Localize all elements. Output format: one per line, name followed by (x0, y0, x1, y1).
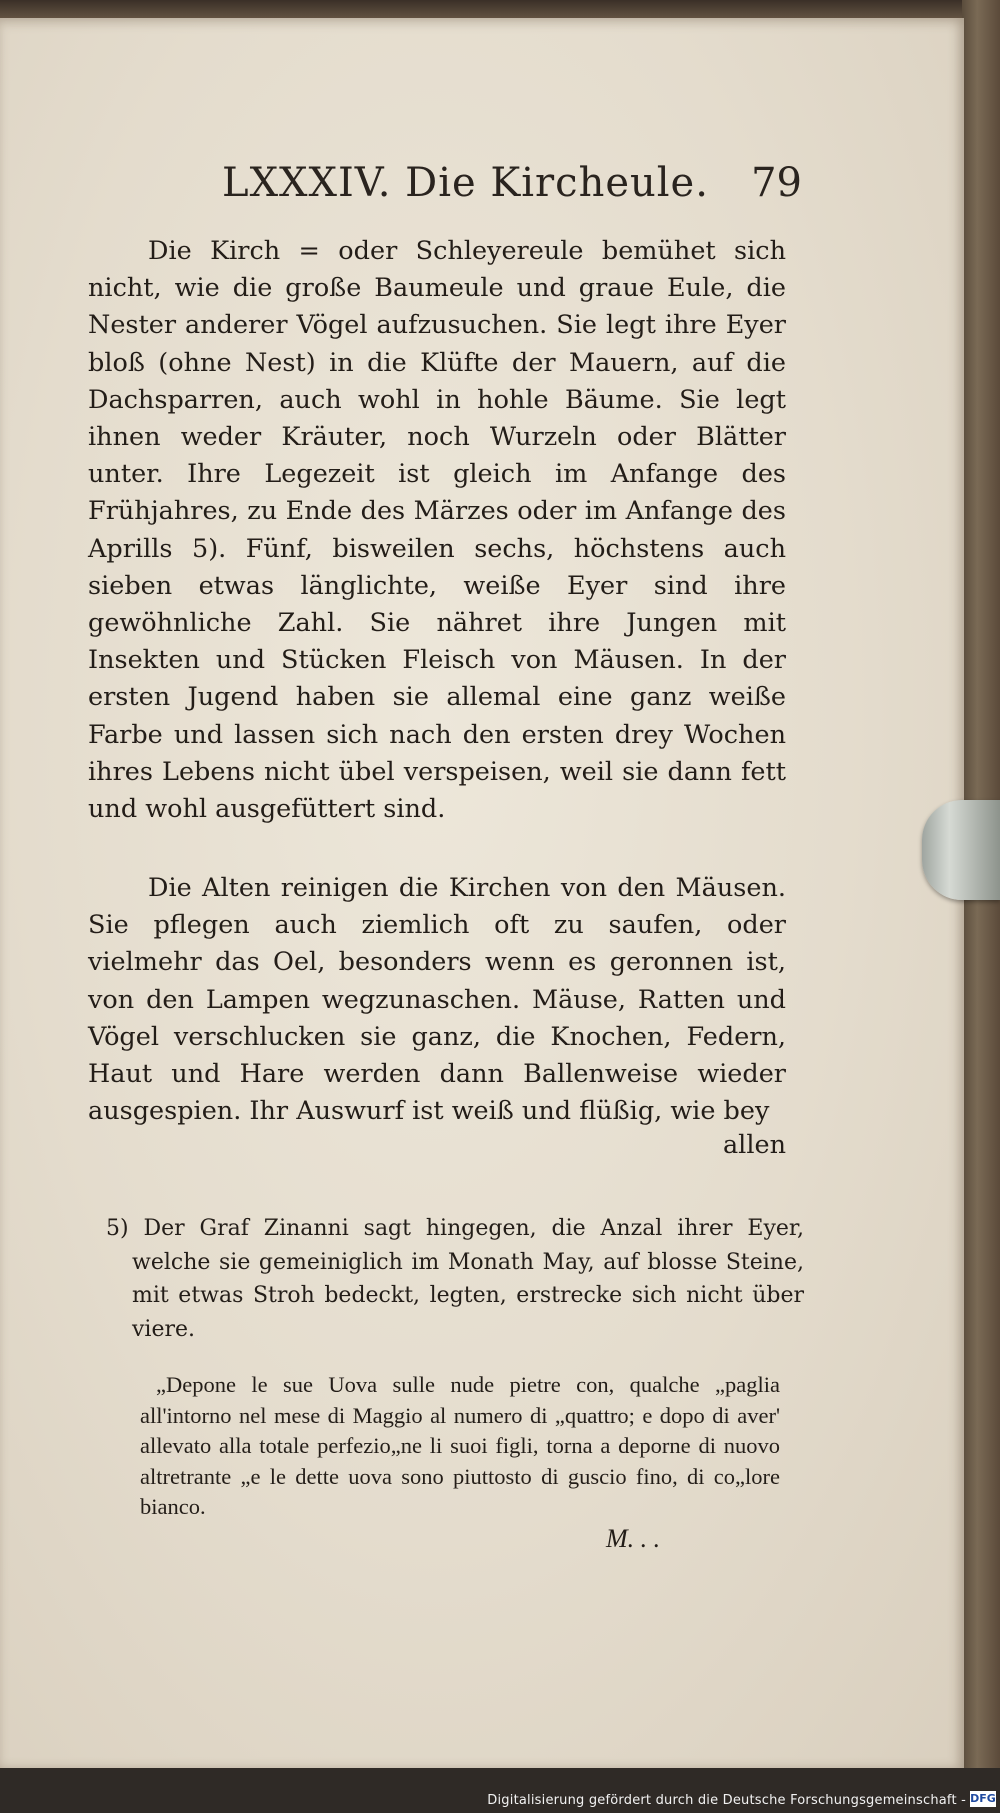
body-paragraph-1: Die Kirch = oder Schleyereule bemühet sich nicht, wie die große Baumeule und graue Eule, die Nester anderer Vögel aufzusuchen. Sie legt ihre Eyer bloß (ohne Nest) in die Klüfte der Mauern, auf die Dachsparren, auch wohl in hohle Bäume. Sie legt ihnen weder Kräuter, noch Wurzeln oder Blätter unter. Ihre Legezeit ist gleich im Anfange des Frühjahres, zu Ende des Märzes oder im Anfange des Aprills 5). Fünf, bisweilen sechs, höchstens auch sieben etwas länglichte, weiße Eyer sind ihre gewöhnliche Zahl. Sie nähret ihre Jungen mit Insekten und Stücken Fleisch von Mäusen. In der ersten Jugend haben sie allemal eine ganz weiße Farbe und lassen sich nach den ersten drey Wochen ihres Lebens nicht übel verspeisen, weil sie dann fett und wohl ausgefüttert sind. (88, 236, 786, 825)
footer-credit: Digitalisierung gefördert durch die Deutsche Forschungsgemeinschaft - (487, 1793, 966, 1808)
footnote: 5) Der Graf Zinanni sagt hingegen, die Anzal ihrer Eyer, welche sie gemeiniglich im Monath May, auf blosse Steine, mit etwas Stroh bedeckt, legten, erstrecke sich nicht über viere. (106, 1216, 804, 1342)
catchword: allen (722, 1130, 786, 1160)
page-number: 79 (751, 160, 802, 206)
signature-mark: M. . . (606, 1524, 661, 1553)
bookmark-ribbon (922, 800, 1000, 900)
body-paragraph-2: Die Alten reinigen die Kirchen von den Mäusen. Sie pflegen auch ziemlich oft zu saufen, oder vielmehr das Oel, besonders wenn es geronnen ist, von den Lampen wegzunaschen. Mäuse, Ratten und Vögel verschlucken sie ganz, die Knochen, Federn, Haut und Hare werden dann Ballenweise wieder ausgespien. Ihr Auswurf ist weiß und flüßig, wie bey (88, 873, 786, 1127)
running-header (222, 160, 802, 212)
chapter-title: LXXXIV. Die Kircheule. (222, 160, 709, 206)
italian-quote: „Depone le sue Uova sulle nude pietre con, qualche „paglia all'intorno nel mese di Maggio al numero di „quattro; e dopo di aver' allevato alla totale perfezio„ne li suoi figli, torna a deporne di nuovo altretrante „e le dette uova sono piuttosto di guscio fino, di co„lore bianco. (140, 1372, 780, 1519)
dfg-logo: DFG (970, 1792, 996, 1805)
